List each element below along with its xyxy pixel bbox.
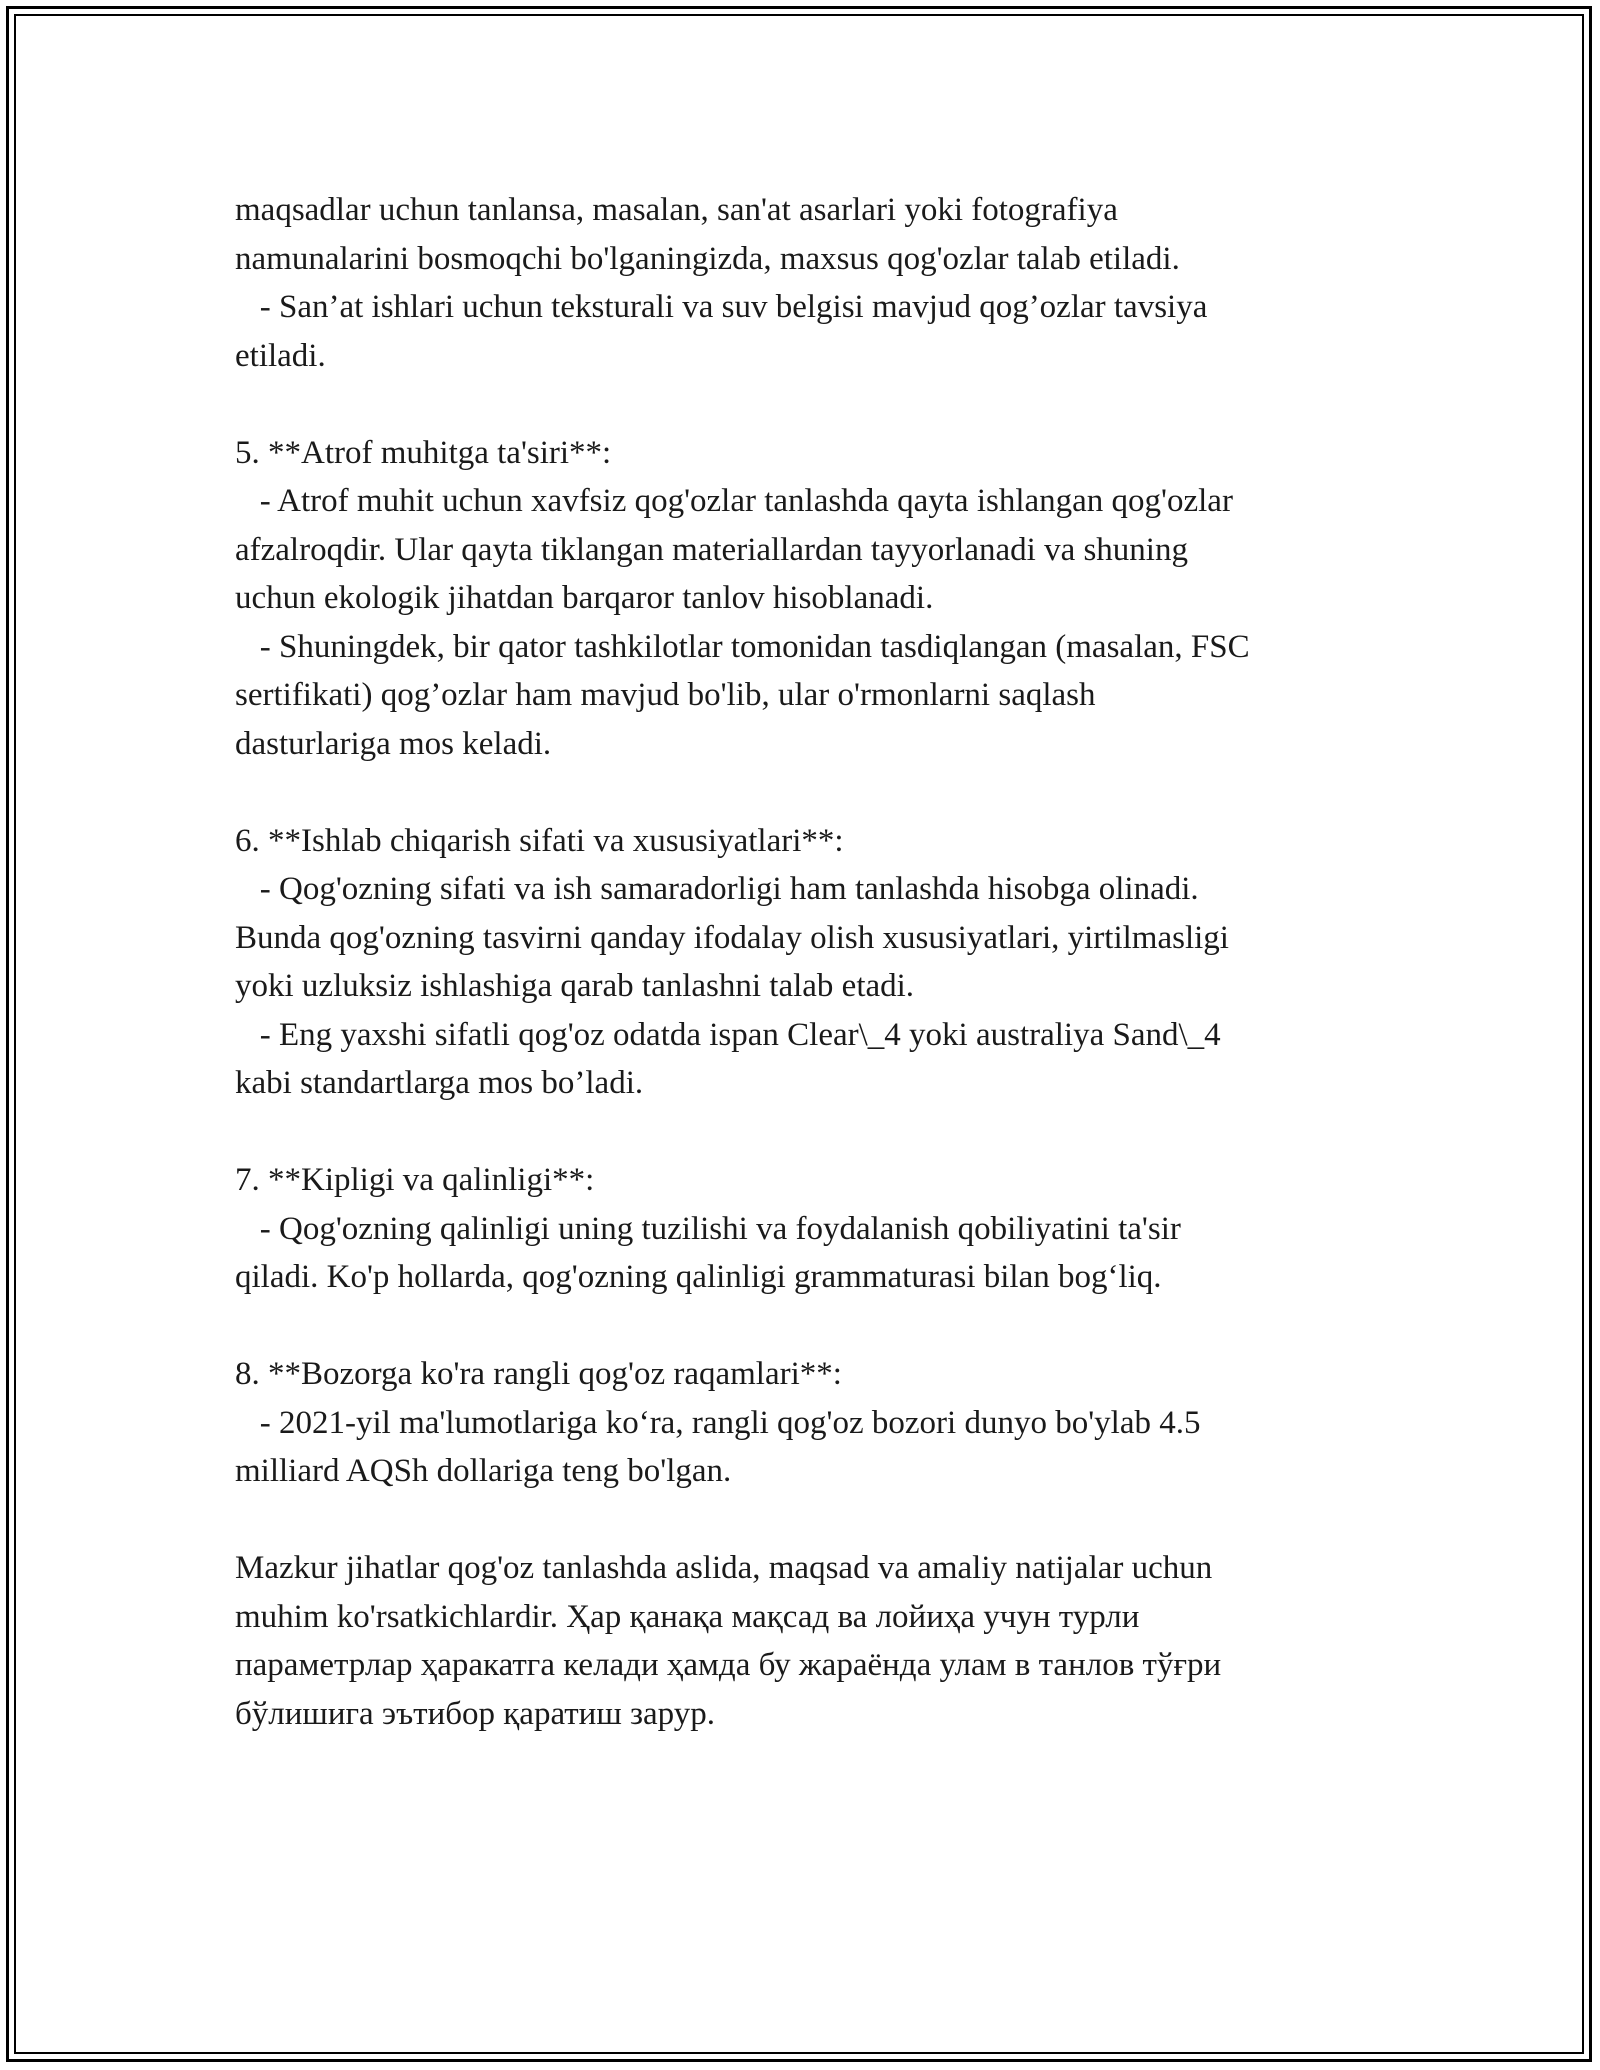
text-line: muhim ko'rsatkichlardir. Ҳар қанақа мақсад ва лойиҳа учун турли [235, 1598, 1140, 1635]
text-line: Bunda qog'ozning tasvirni qanday ifodalay olish xususiyatlari, yirtilmasligi [235, 919, 1229, 956]
text-line: - San’at ishlari uchun teksturali va suv belgisi mavjud qog’ozlar tavsiya [235, 289, 1208, 325]
blank-line [235, 1302, 1395, 1351]
document-body [235, 186, 1395, 1738]
section-heading: 8. **Bozorga ko'ra rangli qog'oz raqamlari**: [235, 1356, 842, 1392]
text-line: бўлишига эътибор қаратиш зарур. [235, 1695, 715, 1732]
text-line: kabi standartlarga mos bo’ladi. [235, 1065, 644, 1101]
text-line: yoki uzluksiz ishlashiga qarab tanlashni talab etadi. [235, 968, 915, 1004]
text-line: dasturlariga mos keladi. [235, 725, 552, 762]
text-line: uchun ekologik jihatdan barqaror tanlov hisoblanadi. [235, 580, 934, 616]
section-heading: 7. **Kipligi va qalinligi**: [235, 1162, 595, 1198]
blank-line [235, 380, 1395, 429]
text-line: qiladi. Ko'p hollarda, qog'ozning qalinligi grammaturasi bilan bog‘liq. [235, 1259, 1162, 1295]
text-line: - 2021-yil ma'lumotlariga ko‘ra, rangli qog'oz bozori dunyo bo'ylab 4.5 [235, 1404, 1201, 1441]
text-line: sertifikati) qog’ozlar ham mavjud bo'lib, ular o'rmonlarni saqlash [235, 677, 1096, 713]
text-line: параметрлар ҳаракатга келади ҳамда бу жараёнда улам в танлов тўғри [235, 1647, 1222, 1683]
text-line: - Eng yaxshi sifatli qog'oz odatda ispan Clear\_4 yoki australiya Sand\_4 [235, 1016, 1221, 1053]
text-line: - Shuningdek, bir qator tashkilotlar tomonidan tasdiqlangan (masalan, FSC [235, 628, 1250, 665]
text-line: afzalroqdir. Ular qayta tiklangan materiallardan tayyorlanadi va shuning [235, 531, 1188, 568]
section-heading: 6. **Ishlab chiqarish sifati va xususiyatlari**: [235, 822, 844, 859]
text-line: etiladi. [235, 337, 326, 374]
text-line: - Qog'ozning qalinligi uning tuzilishi va foydalanish qobiliyatini ta'sir [235, 1210, 1181, 1247]
text-line: - Atrof muhit uchun xavfsiz qog'ozlar tanlashda qayta ishlangan qog'ozlar [235, 483, 1233, 519]
section-heading: 5. **Atrof muhitga ta'siri**: [235, 434, 612, 471]
blank-line [235, 768, 1395, 817]
text-line: milliard AQSh dollariga teng bo'lgan. [235, 1453, 732, 1489]
blank-line [235, 1496, 1395, 1545]
blank-line [235, 1108, 1395, 1157]
text-line: Mazkur jihatlar qog'oz tanlashda aslida, maqsad va amaliy natijalar uchun [235, 1550, 1213, 1586]
text-line: namunalarini bosmoqchi bo'lganingizda, maxsus qog'ozlar talab etiladi. [235, 240, 1180, 277]
text-line: - Qog'ozning sifati va ish samaradorligi ham tanlashda hisobga olinadi. [235, 871, 1199, 907]
text-line: maqsadlar uchun tanlansa, masalan, san'at asarlari yoki fotografiya [235, 192, 1118, 228]
